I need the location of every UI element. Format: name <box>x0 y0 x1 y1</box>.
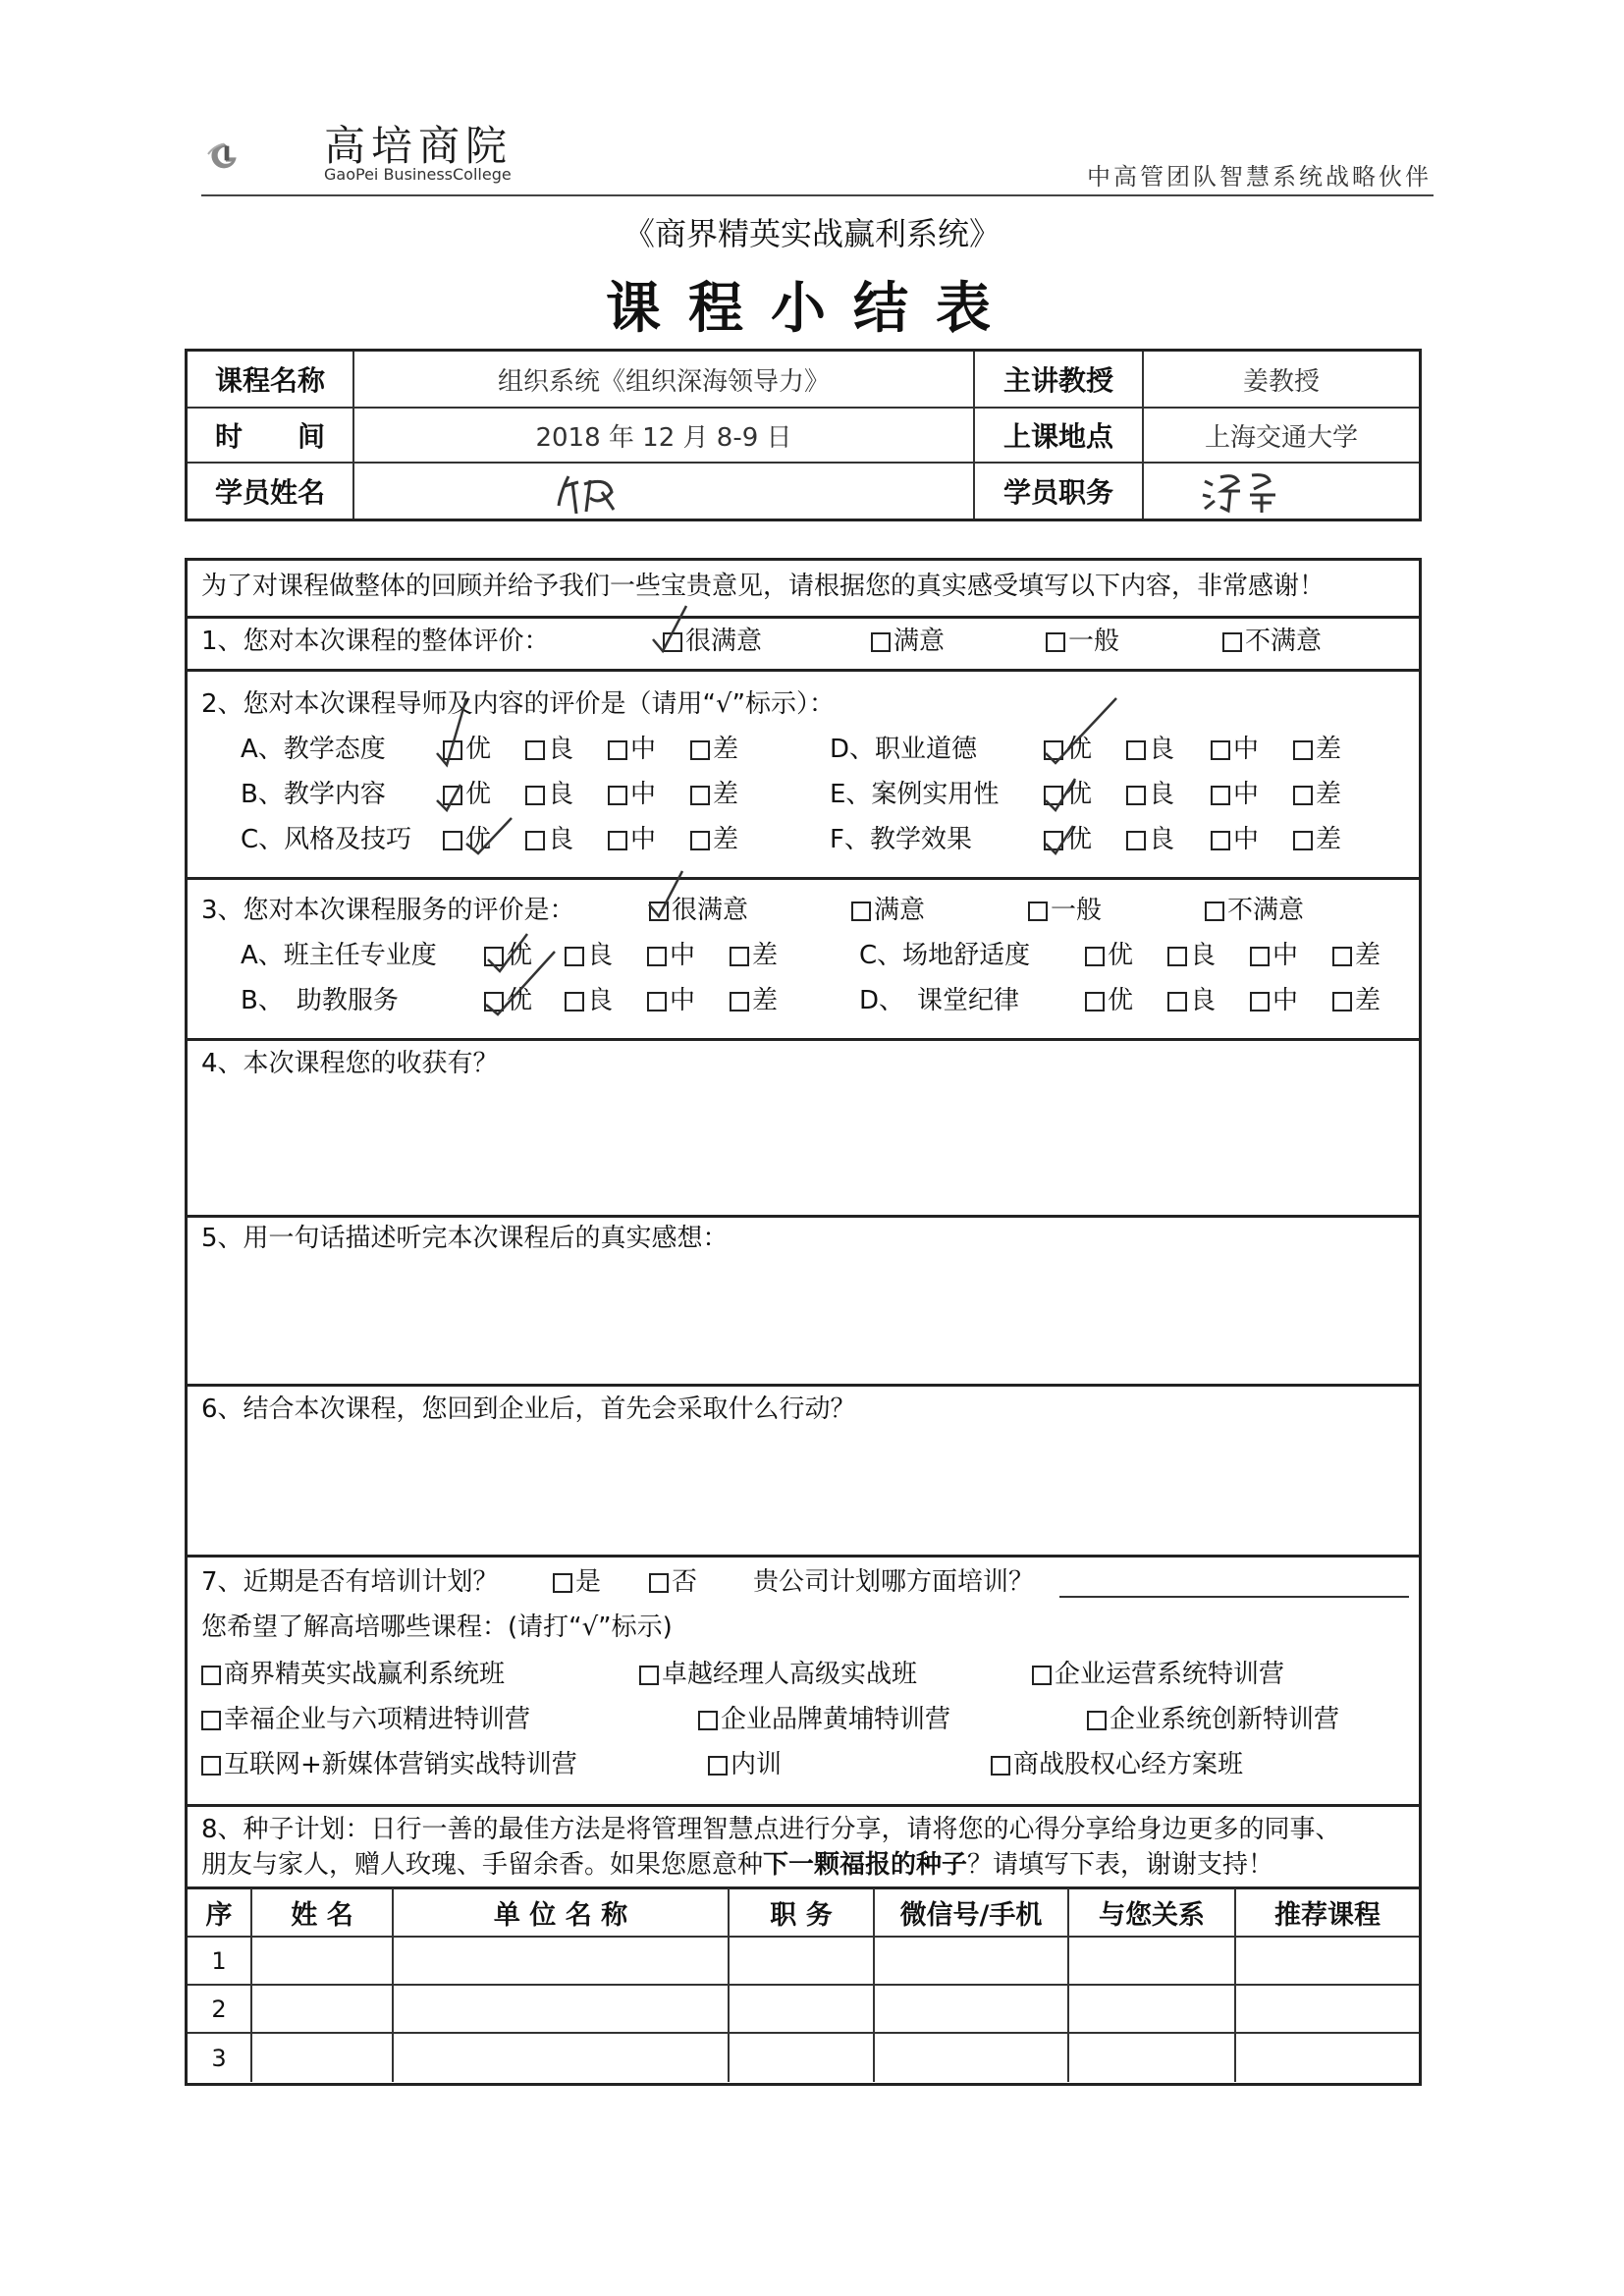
checkbox-icon <box>443 831 462 850</box>
handwritten-name-icon <box>551 460 669 524</box>
checkbox-icon <box>698 1711 718 1730</box>
referral-header-0: 序 <box>188 1888 252 1938</box>
q7-course-option[interactable]: 幸福企业与六项精进特训营 <box>201 1704 530 1735</box>
q4-text: 4、本次课程您的收获有？ <box>201 1049 499 1078</box>
q3-text: 3、您对本次课程服务的评价是： <box>201 896 575 925</box>
referral-cell[interactable] <box>730 1938 875 1986</box>
checkbox-icon <box>608 831 627 850</box>
q8-highlight: 下一颗福报的种子 <box>763 1850 968 1880</box>
referral-row-number: 3 <box>188 2034 252 2082</box>
checkbox-icon <box>1293 831 1313 850</box>
q3-grade-option[interactable]: 良 <box>1167 940 1216 971</box>
student-position-label: 学员职务 <box>975 464 1144 519</box>
q3-option-very-satisfied[interactable]: 很满意 <box>649 895 748 926</box>
referral-cell[interactable] <box>1236 1986 1419 2034</box>
q3-grade-option[interactable]: 良 <box>565 940 613 971</box>
q3-grade-option[interactable]: 中 <box>647 985 695 1016</box>
q2-grade-option[interactable]: 差 <box>690 779 738 810</box>
document-subtitle: 《商界精英实战赢利系统》 <box>623 215 1001 252</box>
referral-cell[interactable] <box>730 1986 875 2034</box>
checkbox-icon <box>1044 740 1063 760</box>
referral-cell[interactable] <box>394 1986 730 2034</box>
q1-option-average[interactable]: 一般 <box>1046 626 1119 657</box>
survey-form <box>185 558 1422 2086</box>
q7-course-option[interactable]: 企业运营系统特训营 <box>1032 1659 1284 1690</box>
logo-subtitle: GaoPei BusinessCollege <box>324 165 512 184</box>
checkbox-icon <box>649 902 669 921</box>
q5-text: 5、用一句话描述听完本次课程后的真实感想： <box>201 1224 729 1253</box>
survey-intro: 为了对课程做整体的回顾并给予我们一些宝贵意见，请根据您的真实感受填写以下内容，非常感谢！ <box>201 572 1326 601</box>
q4-answer-area[interactable] <box>188 1091 1419 1209</box>
course-info-table <box>185 349 1422 521</box>
q7-course-option[interactable]: 企业品牌黄埔特训营 <box>698 1704 950 1735</box>
student-name-label: 学员姓名 <box>188 464 354 519</box>
place-label: 上课地点 <box>975 409 1144 464</box>
checkbox-icon <box>565 992 584 1011</box>
q3-grade-option[interactable]: 优 <box>484 985 532 1016</box>
checkbox-icon <box>1211 831 1230 850</box>
checkbox-icon <box>1126 831 1146 850</box>
q7-course-option[interactable]: 商战股权心经方案班 <box>991 1749 1243 1780</box>
q3-row-label-left-0: A、班主任专业度 <box>241 941 437 970</box>
q1-option-unsatisfied[interactable]: 不满意 <box>1222 626 1322 657</box>
q6-text: 6、结合本次课程，您回到企业后，首先会采取什么行动？ <box>201 1394 856 1424</box>
checkbox-icon <box>1211 740 1230 760</box>
checkbox-icon <box>1044 831 1063 850</box>
checkbox-icon <box>690 831 710 850</box>
q2-text: 2、您对本次课程导师及内容的评价是（请用“√”标示）： <box>201 689 836 719</box>
q3-grade-option[interactable]: 中 <box>647 940 695 971</box>
checkbox-icon <box>484 947 504 966</box>
q1-text: 1、您对本次课程的整体评价： <box>201 627 550 656</box>
q3-grade-option[interactable]: 优 <box>1085 940 1133 971</box>
q3-grade-option[interactable]: 差 <box>730 985 778 1016</box>
checkbox-icon <box>1222 632 1242 652</box>
q3-option-unsatisfied[interactable]: 不满意 <box>1205 895 1304 926</box>
q3-grade-option[interactable]: 优 <box>1085 985 1133 1016</box>
checkbox-icon <box>1028 902 1048 921</box>
checkbox-icon <box>201 1756 221 1776</box>
checkbox-icon <box>443 786 462 805</box>
checkbox-icon <box>443 740 462 760</box>
slogan: 中高管团队智慧系统战略伙伴 <box>1087 163 1432 191</box>
q1-option-satisfied[interactable]: 满意 <box>871 626 945 657</box>
referral-cell[interactable] <box>394 2034 730 2082</box>
checkbox-icon <box>608 740 627 760</box>
time-value: 2018 年 12 月 8-9 日 <box>354 409 975 464</box>
q3-grade-option[interactable]: 中 <box>1250 985 1298 1016</box>
checkbox-icon <box>663 632 682 652</box>
q2-grade-option[interactable]: 差 <box>690 824 738 855</box>
time-label: 时 间 <box>188 409 354 464</box>
referral-cell[interactable] <box>1236 1938 1419 1986</box>
q3-grade-option[interactable]: 中 <box>1250 940 1298 971</box>
q7-followup: 贵公司计划哪方面培训？ <box>753 1567 1035 1597</box>
q2-grade-option[interactable]: 中 <box>608 779 656 810</box>
checkbox-icon <box>730 992 749 1011</box>
q3-row-label-right-1: D、 课堂纪律 <box>859 986 1020 1015</box>
q3-grade-option[interactable]: 良 <box>1167 985 1216 1016</box>
checkbox-icon <box>565 947 584 966</box>
q1-option-very-satisfied[interactable]: 很满意 <box>663 626 762 657</box>
q7-text: 7、近期是否有培训计划？ <box>201 1567 499 1597</box>
checkbox-icon <box>1332 947 1352 966</box>
q2-grade-option[interactable]: 差 <box>1293 734 1341 765</box>
q3-grade-option[interactable]: 差 <box>1332 985 1380 1016</box>
checkbox-icon <box>525 740 545 760</box>
referral-header-3: 职 务 <box>730 1888 875 1938</box>
course-label: 课程名称 <box>188 352 354 409</box>
checkbox-icon <box>1085 992 1105 1011</box>
referral-cell[interactable] <box>252 1986 394 2034</box>
checkbox-icon <box>991 1756 1010 1776</box>
referral-cell[interactable] <box>875 2034 1069 2082</box>
referral-cell[interactable] <box>1069 2034 1236 2082</box>
checkbox-icon <box>553 1573 572 1593</box>
lecturer-value: 姜教授 <box>1144 352 1419 409</box>
checkbox-icon <box>1250 992 1270 1011</box>
q7-course-option[interactable]: 商界精英实战赢利系统班 <box>201 1659 505 1690</box>
checkbox-icon <box>525 831 545 850</box>
checkbox-icon <box>201 1711 221 1730</box>
checkbox-icon <box>649 1573 669 1593</box>
referral-cell[interactable] <box>394 1938 730 1986</box>
checkbox-icon <box>690 786 710 805</box>
q2-grade-option[interactable]: 优 <box>443 824 491 855</box>
q2-row-label-left-1: B、教学内容 <box>241 780 386 809</box>
q3-grade-option[interactable]: 差 <box>1332 940 1380 971</box>
q7-courses-prompt: 您希望了解高培哪些课程：(请打“√”标示) <box>201 1613 673 1642</box>
checkbox-icon <box>871 632 891 652</box>
q2-grade-option[interactable]: 优 <box>1044 824 1092 855</box>
student-name-field[interactable] <box>354 464 975 519</box>
q7-course-option[interactable]: 内训 <box>708 1749 782 1780</box>
referral-header-2: 单 位 名 称 <box>394 1888 730 1938</box>
q3-grade-option[interactable]: 优 <box>484 940 532 971</box>
q2-grade-option[interactable]: 良 <box>525 734 573 765</box>
checkbox-icon <box>1087 1711 1107 1730</box>
checkbox-icon <box>484 992 504 1011</box>
checkbox-icon <box>1293 786 1313 805</box>
checkbox-icon <box>1085 947 1105 966</box>
q2-row-label-right-2: F、教学效果 <box>830 825 972 854</box>
checkbox-icon <box>1167 992 1187 1011</box>
referral-cell[interactable] <box>875 1986 1069 2034</box>
q7-followup-line[interactable] <box>1059 1596 1409 1598</box>
referral-header-5: 与您关系 <box>1069 1888 1236 1938</box>
q2-row-label-left-2: C、风格及技巧 <box>241 825 412 854</box>
checkbox-icon <box>201 1666 221 1685</box>
q3-option-satisfied[interactable]: 满意 <box>851 895 925 926</box>
checkbox-icon <box>639 1666 659 1685</box>
referral-row-number: 1 <box>188 1938 252 1986</box>
q2-grade-option[interactable]: 差 <box>1293 824 1341 855</box>
q6-answer-area[interactable] <box>188 1435 1419 1553</box>
q7-option-yes[interactable]: 是 <box>553 1566 601 1598</box>
checkbox-icon <box>647 992 667 1011</box>
q8-line2: 朋友与家人，赠人玫瑰、手留余香。如果您愿意种下一颗福报的种子？请填写下表，谢谢支持！ <box>201 1850 1274 1880</box>
q2-grade-option[interactable]: 优 <box>1044 779 1092 810</box>
checkbox-icon <box>708 1756 728 1776</box>
student-position-field[interactable] <box>1144 464 1419 519</box>
q2-grade-option[interactable]: 中 <box>1211 734 1259 765</box>
q3-row-label-right-0: C、场地舒适度 <box>859 941 1031 970</box>
q8-line1: 8、种子计划：日行一善的最佳方法是将管理智慧点进行分享，请将您的心得分享给身边更多的同事、 <box>201 1815 1341 1844</box>
checkbox-icon <box>525 786 545 805</box>
q5-answer-area[interactable] <box>188 1264 1419 1382</box>
referral-cell[interactable] <box>1069 1938 1236 1986</box>
checkbox-icon <box>647 947 667 966</box>
checkbox-icon <box>1046 632 1065 652</box>
gaopei-logo-icon <box>204 110 322 198</box>
q2-grade-option[interactable]: 良 <box>1126 824 1174 855</box>
q2-grade-option[interactable]: 优 <box>1044 734 1092 765</box>
q3-grade-option[interactable]: 良 <box>565 985 613 1016</box>
referral-cell[interactable] <box>730 2034 875 2082</box>
checkbox-icon <box>1293 740 1313 760</box>
q2-grade-option[interactable]: 优 <box>443 779 491 810</box>
q2-grade-option[interactable]: 良 <box>525 779 573 810</box>
referral-header-6: 推荐课程 <box>1236 1888 1419 1938</box>
q7-course-option[interactable]: 企业系统创新特训营 <box>1087 1704 1339 1735</box>
referral-cell[interactable] <box>875 1938 1069 1986</box>
place-value: 上海交通大学 <box>1144 409 1419 464</box>
header-divider <box>201 194 1434 196</box>
course-value: 组织系统《组织深海领导力》 <box>354 352 975 409</box>
checkbox-icon <box>1205 902 1224 921</box>
referral-cell[interactable] <box>252 2034 394 2082</box>
q2-row-label-right-0: D、职业道德 <box>830 735 978 764</box>
q3-row-label-left-1: B、 助教服务 <box>241 986 399 1015</box>
q2-grade-option[interactable]: 差 <box>1293 779 1341 810</box>
document-title: 课程小结表 <box>606 277 1018 341</box>
logo-name: 高培商院 <box>324 122 514 170</box>
q2-grade-option[interactable]: 良 <box>1126 779 1174 810</box>
referral-cell[interactable] <box>1069 1986 1236 2034</box>
q2-grade-option[interactable]: 良 <box>525 824 573 855</box>
q2-grade-option[interactable]: 中 <box>1211 824 1259 855</box>
checkbox-icon <box>1250 947 1270 966</box>
referral-row-number: 2 <box>188 1986 252 2034</box>
q2-row-label-right-1: E、案例实用性 <box>830 780 1000 809</box>
q2-row-label-left-0: A、教学态度 <box>241 735 386 764</box>
checkbox-icon <box>1167 947 1187 966</box>
q7-option-no[interactable]: 否 <box>649 1566 697 1598</box>
q2-grade-option[interactable]: 差 <box>690 734 738 765</box>
q7-course-option[interactable]: 卓越经理人高级实战班 <box>639 1659 917 1690</box>
referral-header-1: 姓 名 <box>252 1888 394 1938</box>
checkbox-icon <box>1044 786 1063 805</box>
checkbox-icon <box>608 786 627 805</box>
referral-cell[interactable] <box>1236 2034 1419 2082</box>
q3-option-average[interactable]: 一般 <box>1028 895 1102 926</box>
checkbox-icon <box>1332 992 1352 1011</box>
checkbox-icon <box>730 947 749 966</box>
checkbox-icon <box>1211 786 1230 805</box>
checkbox-icon <box>1126 740 1146 760</box>
checkbox-icon <box>690 740 710 760</box>
q2-grade-option[interactable]: 中 <box>1211 779 1259 810</box>
q3-grade-option[interactable]: 差 <box>730 940 778 971</box>
lecturer-label: 主讲教授 <box>975 352 1144 409</box>
q7-course-option[interactable]: 互联网+新媒体营销实战特训营 <box>201 1749 577 1780</box>
checkbox-icon <box>851 902 871 921</box>
referral-header-4: 微信号/手机 <box>875 1888 1069 1938</box>
handwritten-position-icon <box>1199 467 1287 517</box>
q2-grade-option[interactable]: 优 <box>443 734 491 765</box>
q2-grade-option[interactable]: 中 <box>608 734 656 765</box>
q2-grade-option[interactable]: 中 <box>608 824 656 855</box>
checkbox-icon <box>1126 786 1146 805</box>
q2-grade-option[interactable]: 良 <box>1126 734 1174 765</box>
checkbox-icon <box>1032 1666 1052 1685</box>
referral-table <box>188 1888 1419 2083</box>
referral-cell[interactable] <box>252 1938 394 1986</box>
